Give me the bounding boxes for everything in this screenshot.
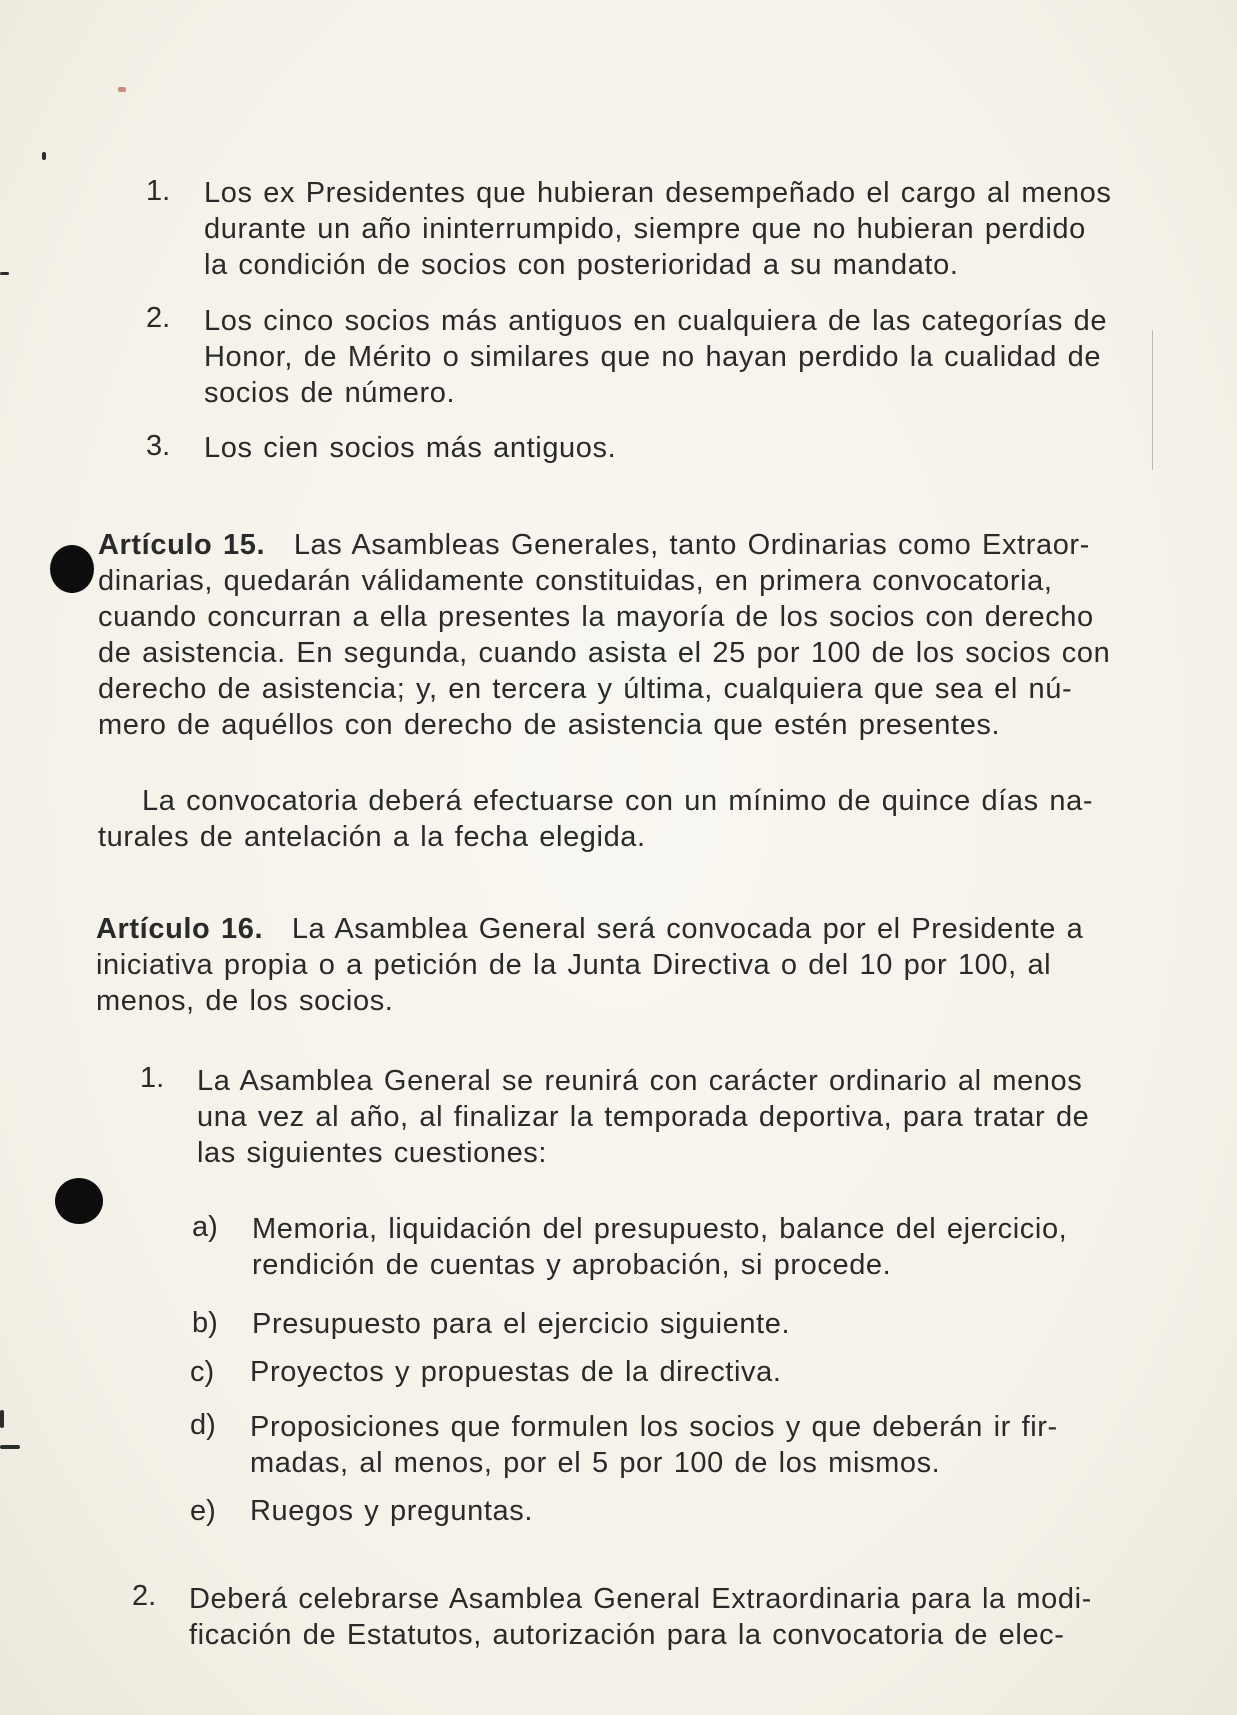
article-text-line: turales de antelación a la fecha elegida. [98, 821, 646, 853]
list-text-line: Los cien socios más antiguos. [204, 432, 617, 464]
subitem-letter: b) [192, 1307, 218, 1339]
list-number: 2. [132, 1580, 157, 1612]
subitem-letter: c) [190, 1356, 215, 1388]
list-text-line: Honor, de Mérito o similares que no hayan perdido la cualidad de [204, 341, 1102, 373]
list-text-line: una vez al año, al finalizar la temporada deportiva, para tratar de [197, 1101, 1090, 1133]
subitem-text-line: Proyectos y propuestas de la directiva. [250, 1356, 782, 1388]
subitem-text-line: Proposiciones que formulen los socios y que deberán ir fir- [250, 1411, 1058, 1443]
list-text-line: socios de número. [204, 377, 456, 409]
margin-mark [0, 272, 9, 275]
list-text-line: Los ex Presidentes que hubieran desempeñado el cargo al menos [204, 177, 1112, 209]
article-text-line: dinarias, quedarán válidamente constituidas, en primera convocatoria, [98, 565, 1053, 597]
margin-mark [118, 87, 126, 92]
article-text-line: La convocatoria deberá efectuarse con un mínimo de quince días na- [142, 785, 1094, 817]
article-15-title: Artículo 15. [98, 529, 266, 561]
article-15-first-line [98, 528, 1090, 563]
article-text-line: de asistencia. En segunda, cuando asista el 25 por 100 de los socios con [98, 637, 1111, 669]
subitem-text-line: Presupuesto para el ejercicio siguiente. [252, 1308, 791, 1340]
subitem-text-line: rendición de cuentas y aprobación, si procede. [252, 1249, 892, 1281]
article-16-text: La Asamblea General será convocada por el Presidente a [291, 913, 1084, 945]
list-number: 3. [146, 430, 171, 462]
article-text-line: mero de aquéllos con derecho de asistencia que estén presentes. [98, 709, 1001, 741]
list-number: 2. [146, 302, 171, 334]
list-text-line: Deberá celebrarse Asamblea General Extraordinaria para la modi- [189, 1583, 1092, 1615]
margin-mark [42, 152, 46, 160]
list-number: 1. [140, 1062, 165, 1094]
article-text-line: menos, de los socios. [96, 985, 394, 1017]
subitem-text-line: madas, al menos, por el 5 por 100 de los mismos. [250, 1447, 941, 1479]
article-text-line: iniciativa propia o a petición de la Junta Directiva o del 10 por 100, al [96, 949, 1052, 981]
list-text-line: las siguientes cuestiones: [197, 1137, 548, 1169]
list-text-line: durante un año ininterrumpido, siempre que no hubieran perdido [204, 213, 1086, 245]
article-text-line: cuando concurran a ella presentes la mayoría de los socios con derecho [98, 601, 1094, 633]
subitem-letter: a) [192, 1211, 218, 1243]
list-text-line: la condición de socios con posterioridad a su mandato. [204, 249, 959, 281]
article-text-line: derecho de asistencia; y, en tercera y última, cualquiera que sea el nú- [98, 673, 1073, 705]
margin-line [1152, 330, 1153, 470]
article-15-text: Las Asambleas Generales, tanto Ordinarias como Extraor- [293, 529, 1090, 561]
list-number: 1. [146, 175, 171, 207]
list-text-line: Los cinco socios más antiguos en cualquiera de las categorías de [204, 305, 1108, 337]
punch-hole-bottom [55, 1178, 103, 1224]
subitem-text-line: Memoria, liquidación del presupuesto, balance del ejercicio, [252, 1213, 1068, 1245]
subitem-letter: e) [190, 1495, 216, 1527]
subitem-letter: d) [190, 1409, 216, 1441]
margin-mark [0, 1410, 4, 1428]
list-text-line: ficación de Estatutos, autorización para la convocatoria de elec- [189, 1619, 1065, 1651]
subitem-text-line: Ruegos y preguntas. [250, 1495, 534, 1527]
article-16-title: Artículo 16. [96, 913, 264, 945]
article-16-first-line [96, 912, 1083, 947]
list-text-line: La Asamblea General se reunirá con carácter ordinario al menos [197, 1065, 1083, 1097]
punch-hole-top [50, 545, 94, 593]
margin-mark [0, 1445, 20, 1449]
